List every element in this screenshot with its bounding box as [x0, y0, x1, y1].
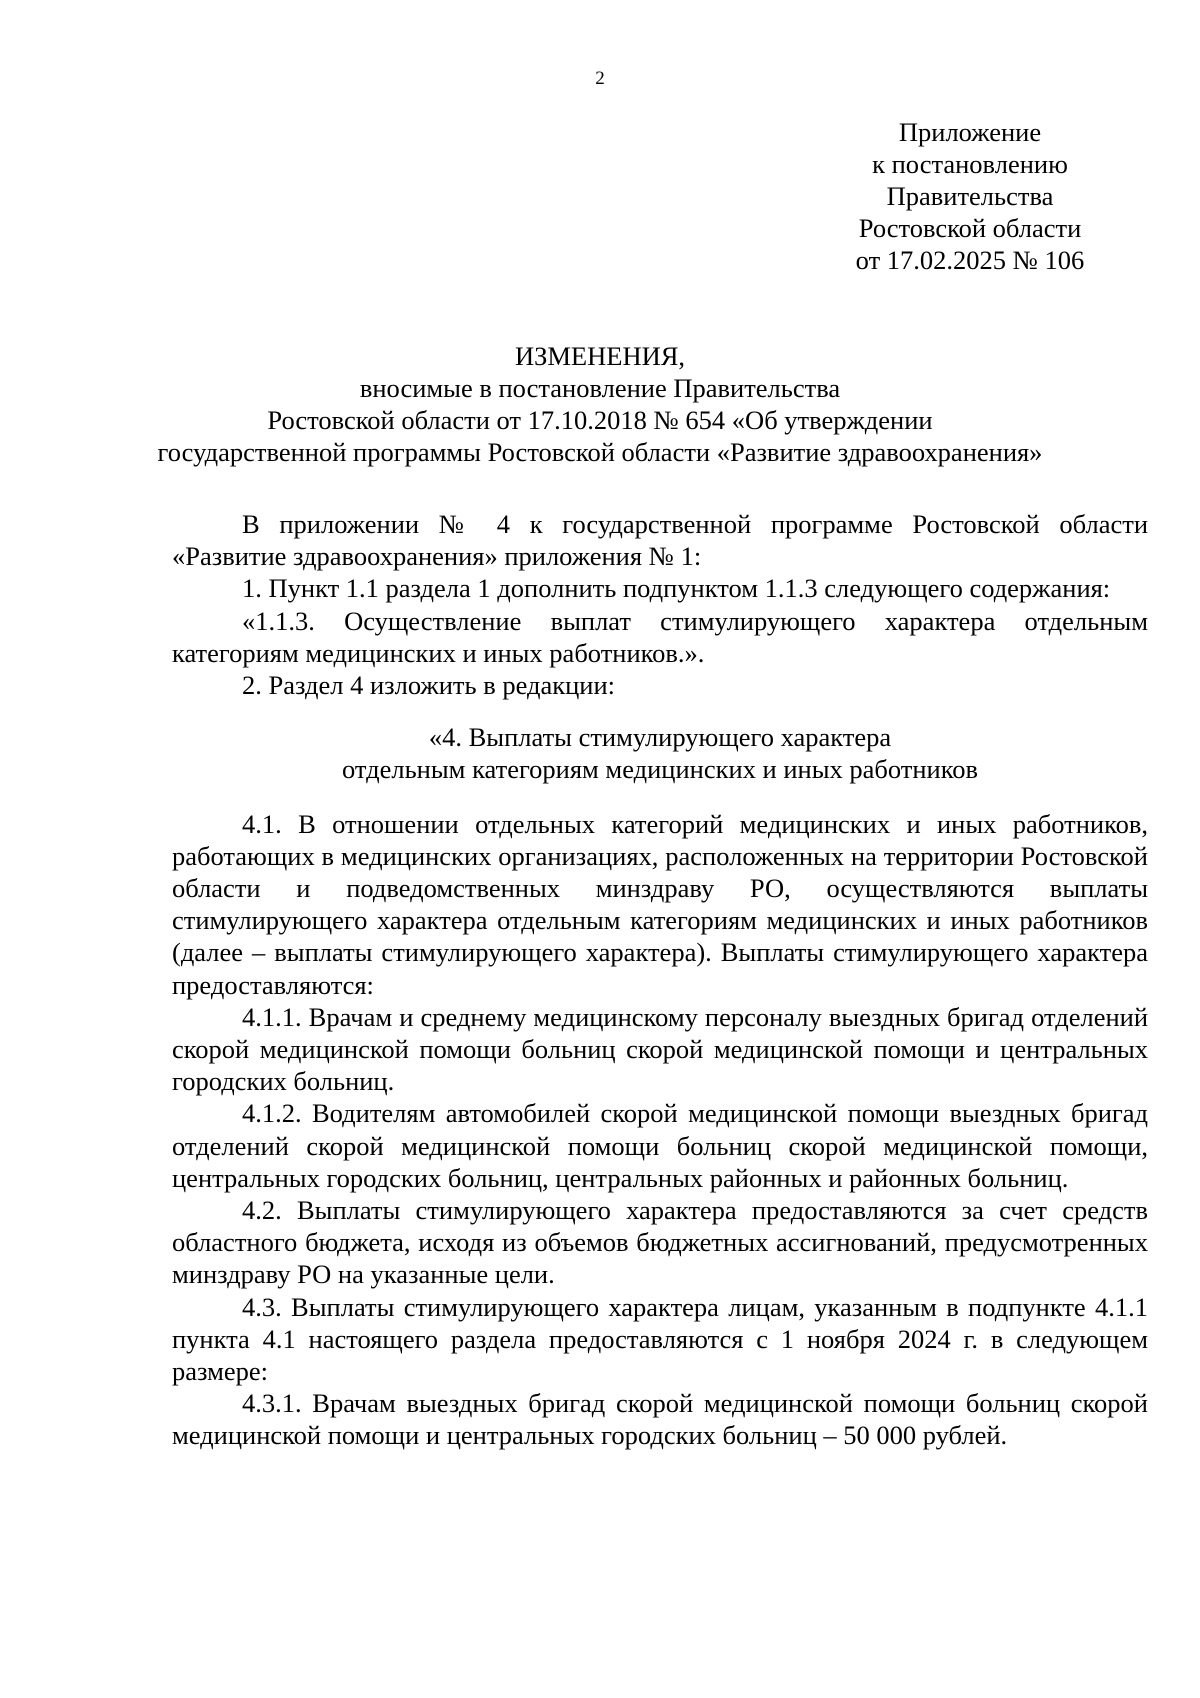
- item-1-paragraph: 1. Пункт 1.1 раздела 1 дополнить подпунктом 1.1.3 следующего содержания:: [242, 573, 1111, 604]
- appendix-block: [830, 116, 1110, 276]
- paragraph-4-3-1: 4.3.1. Врачам выездных бригад скорой медицинской помощи больниц скорой медицинской помощи и центральных городских больниц – 50 000 рублей.: [172, 1388, 1148, 1451]
- title-line: государственной программы Ростовской области «Развитие здравоохранения»: [157, 437, 1043, 467]
- title-line: вносимые в постановление Правительства: [359, 373, 841, 403]
- paragraph-4-1-2: 4.1.2. Водителям автомобилей скорой медицинской помощи выездных бригад отделений скорой медицинской помощи больниц скорой медицинской помощи, центральных городских больниц, центральных районных и районных больниц.: [172, 1098, 1148, 1193]
- appendix-line: Ростовской области: [858, 213, 1082, 243]
- paragraph-4-2: 4.2. Выплаты стимулирующего характера предоставляются за счет средств областного бюджета, исходя из объемов бюджетных ассигнований, предусмотренных минздраву РО на указанные цели.: [172, 1195, 1148, 1290]
- document-title: [0, 340, 1200, 468]
- paragraph-4-3: 4.3. Выплаты стимулирующего характера лицам, указанным в подпункте 4.1.1 пункта 4.1 настоящего раздела предоставляются с 1 ноября 2024 г. в следующем размере:: [172, 1291, 1148, 1387]
- paragraph-4-1: 4.1. В отношении отдельных категорий медицинских и иных работников, работающих в медицинских организациях, расположенных на территории Ростовской области и подведомственных минздраву РО, осуществляются выплаты стимулирующего характера отдельным категориям медицинских и иных работников (далее – выплаты стимулирующего характера). Выплаты стимулирующего характера предоставляются:: [172, 808, 1148, 1000]
- section-heading-line: отдельным категориям медицинских и иных работников: [342, 754, 978, 785]
- item-2-paragraph: 2. Раздел 4 изложить в редакции:: [242, 670, 616, 701]
- appendix-line: Правительства: [886, 181, 1054, 211]
- page-number: 2: [595, 68, 605, 89]
- title-heading: ИЗМЕНЕНИЯ,: [514, 341, 686, 371]
- intro-paragraph: В приложении № 4 к государственной программе Ростовской области «Развитие здравоохранения» приложения № 1:: [172, 509, 1148, 572]
- appendix-line: Приложение: [898, 117, 1042, 147]
- title-line: Ростовской области от 17.10.2018 № 654 «Об утверждении: [267, 405, 933, 435]
- appendix-date-number: от 17.02.2025 № 106: [855, 245, 1085, 275]
- section-heading-line: «4. Выплаты стимулирующего характера: [428, 722, 892, 753]
- section-4-heading: [172, 721, 1148, 785]
- item-1-text-paragraph: «1.1.3. Осуществление выплат стимулирующего характера отдельным категориям медицинских и иных работников.».: [172, 605, 1148, 668]
- document-body: [172, 508, 1148, 1452]
- paragraph-4-1-1: 4.1.1. Врачам и среднему медицинскому персоналу выездных бригад отделений скорой медицинской помощи больниц скорой медицинской помощи и центральных городских больниц.: [172, 1001, 1148, 1097]
- appendix-line: к постановлению: [872, 149, 1068, 179]
